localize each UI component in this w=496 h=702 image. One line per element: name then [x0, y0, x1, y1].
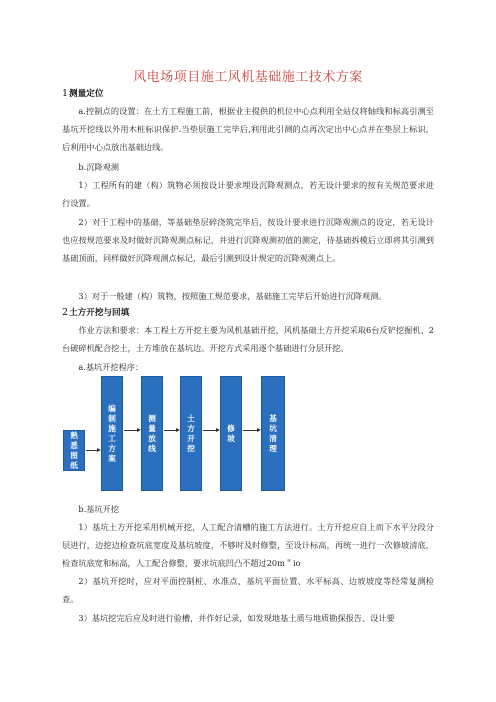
document-title: 风电场项目施工风机基础施工技术方案 [133, 70, 363, 85]
section-number: 1 [62, 88, 69, 99]
flow-step-5: 修坡 [220, 376, 242, 491]
paragraph: a.基坑开挖程序： [78, 362, 144, 372]
flow-arrow [203, 430, 216, 431]
paragraph: a.控制点的设置：在土方工程施工前，根据业主提供的机位中心点利用全站仪将轴线和标高引测至基坑开挖线以外用木桩标识保护.当垫层施工完毕后,利用此引测的点再次定出中心点并在垫层上标识，后利用中心点放出基础边线。 [62, 106, 434, 152]
paragraph: b.沉降观测 [78, 162, 119, 172]
flow-arrow [86, 450, 97, 451]
flow-arrow [164, 430, 176, 431]
paragraph: b.基坑开挖 [78, 504, 119, 514]
flow-step-4: 土方开挖 [180, 376, 202, 491]
section-heading-2 [62, 306, 129, 318]
paragraph: 3）对于一般建（构）筑物，按照施工规范要求，基础施工完毕后开始进行沉降观测。 [78, 291, 387, 301]
paragraph: 1）工程所有的建（构）筑物必须按设计要求埋设沉降观测点，若无设计要求的按有关规范要求进行设置。 [62, 180, 434, 208]
paragraph: 3）基坑挖完后应及时进行验槽，并作好记录，如发现地基土质与地质勘探报告、设计要 [78, 613, 395, 623]
section-heading-text: 测量定位 [69, 89, 104, 99]
section-number: 2 [62, 307, 69, 318]
flow-arrow [124, 430, 137, 431]
section-heading-1 [62, 87, 103, 99]
section-heading-text: 土方开挖与回填 [69, 308, 130, 318]
paragraph: 2）对于工程中的基础，等基础垫层碎浇筑完毕后，按设计要求进行沉降观测点的设定，若无设计也应按规范要求及时做好沉降观测点标记，并进行沉降观测初值的测定，待基础拆模后立即将其引测到基础顶面，同样做好沉降观测点标记，最后引测到设计规定的沉降观测点上。 [62, 217, 434, 263]
paragraph: 1）基坑土方开挖采用机械开挖，人工配合清槽的施工方法进行。土方开挖应自上而下水平分段分层进行，边挖边检查坑底宽度及基坑坡度，不够时及时修整，至设计标高，再统一进行一次修坡清底，检查坑底宽和标高，人工配合修整，要求坑底凹凸不超过20m＂io [62, 522, 434, 568]
flow-step-3: 测量放线 [141, 376, 163, 491]
flow-step-6: 基坑清理 [261, 376, 285, 491]
paragraph: 2）基坑开挖时，应对平面控制桩、水准点、基坑平面位置、水平标高、边坡坡度等经常复测检查。 [62, 576, 434, 604]
flow-step-2: 编制施工方案 [101, 376, 123, 491]
paragraph: 作业方法和要求：本工程土方开挖主要为风机基础开挖，风机基础土方开挖采取6台反铲挖掘机、2台破碎机配合挖土，土方堆放在基坑边。开挖方式采用逐个基础进行分层开挖。 [62, 325, 434, 353]
flow-arrow [243, 430, 257, 431]
flow-step-1: 熟悉图纸 [63, 430, 85, 471]
